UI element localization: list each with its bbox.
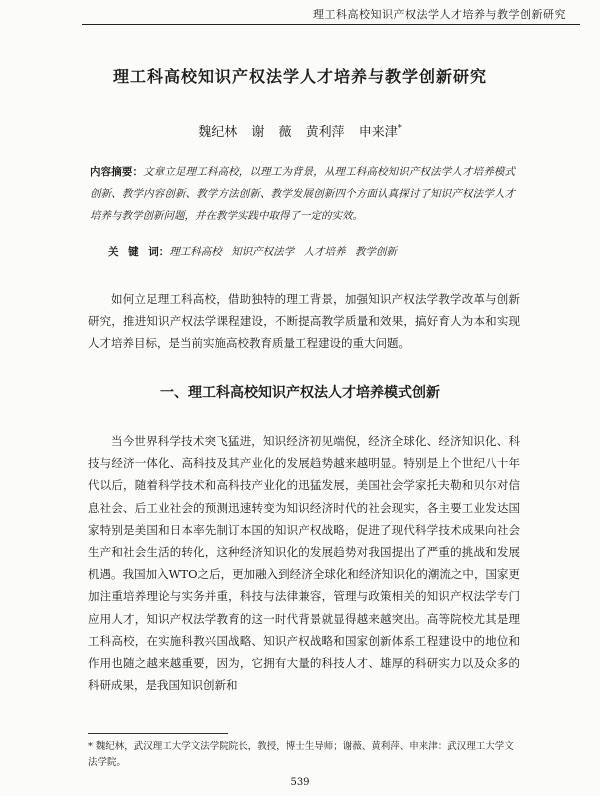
intro-paragraph: 如何立足理工科高校，借助独特的理工背景，加强知识产权法学教学改革与创新研究，推进知识产权法学课程建设，不断提高教学质量和效果，搞好育人为本和实现人才培养目标，是当前实施高校教育质量工程建设的重大问题。 (88, 292, 520, 350)
author-footnote-marker: * (397, 123, 402, 133)
paper-title: 理工科高校知识产权法学人才培养与教学创新研究 (112, 67, 487, 86)
footnote: * 魏纪林，武汉理工大学文法学院院长，教授，博士生导师；谢薇、黄利萍、申来津：武汉理工大学文法学院。 (88, 741, 514, 768)
running-head: 理工科高校知识产权法学人才培养与教学创新研究 (313, 8, 566, 21)
author-names: 魏纪林 谢 薇 黄利萍 申来津 (198, 125, 398, 140)
keywords-label: 关 键 词： (108, 246, 170, 258)
keywords (108, 244, 528, 259)
abstract-text: 文章立足理工科高校，以理工为背景，从理工科高校知识产权法学人才培养模式创新、教学内容创新、教学方法创新、教学发展创新四个方面认真探讨了知识产权法学人才培养与教学创新问题，并在教学实践中取得了一定的实效。 (90, 166, 516, 222)
footnote-rule (88, 733, 228, 734)
keywords-text: 理工科高校 知识产权法学 人才培养 教学创新 (169, 246, 397, 258)
section-heading: 一、理工科高校知识产权法人才培养模式创新 (160, 385, 440, 401)
body-paragraph: 当今世界科学技术突飞猛进，知识经济初见端倪，经济全球化、经济知识化、科技与经济一体化、高科技及其产业化的发展趋势越来越明显。特别是上个世纪八十年代以后，随着科学技术和高科技产业化的迅猛发展，美国社会学家托夫勒和贝尔对信息社会、后工业社会的预测迅速转变为知识经济时代的社会现实，各主要工业发达国家特别是美国和日本率先制订本国的知识产权战略，促进了现代科学技术成果向社会生产和社会生活的转化，这种经济知识化的发展趋势对我国提出了严重的挑战和发展机遇。我国加入WTO之后，更加融入到经济全球化和经济知识化的潮流之中，国家更加注重培养理论与实务并重，科技与法律兼容，管理与政策相关的知识产权法学专门应用人才，知识产权法学教育的这一时代背景就显得越来越突出。高等院校尤其是理工科高校，在实施科教兴国战略、知识产权战略和国家创新体系工程建设中的地位和作用也随之越来越重要，因为，它拥有大量的科技人才、雄厚的科研实力以及众多的科研成果，是我国知识创新和 (88, 434, 520, 693)
page-number: 539 (290, 777, 310, 788)
abstract-label: 内容摘要： (90, 166, 144, 178)
author-line (0, 121, 600, 140)
header-rule (82, 24, 580, 25)
abstract (90, 161, 515, 227)
